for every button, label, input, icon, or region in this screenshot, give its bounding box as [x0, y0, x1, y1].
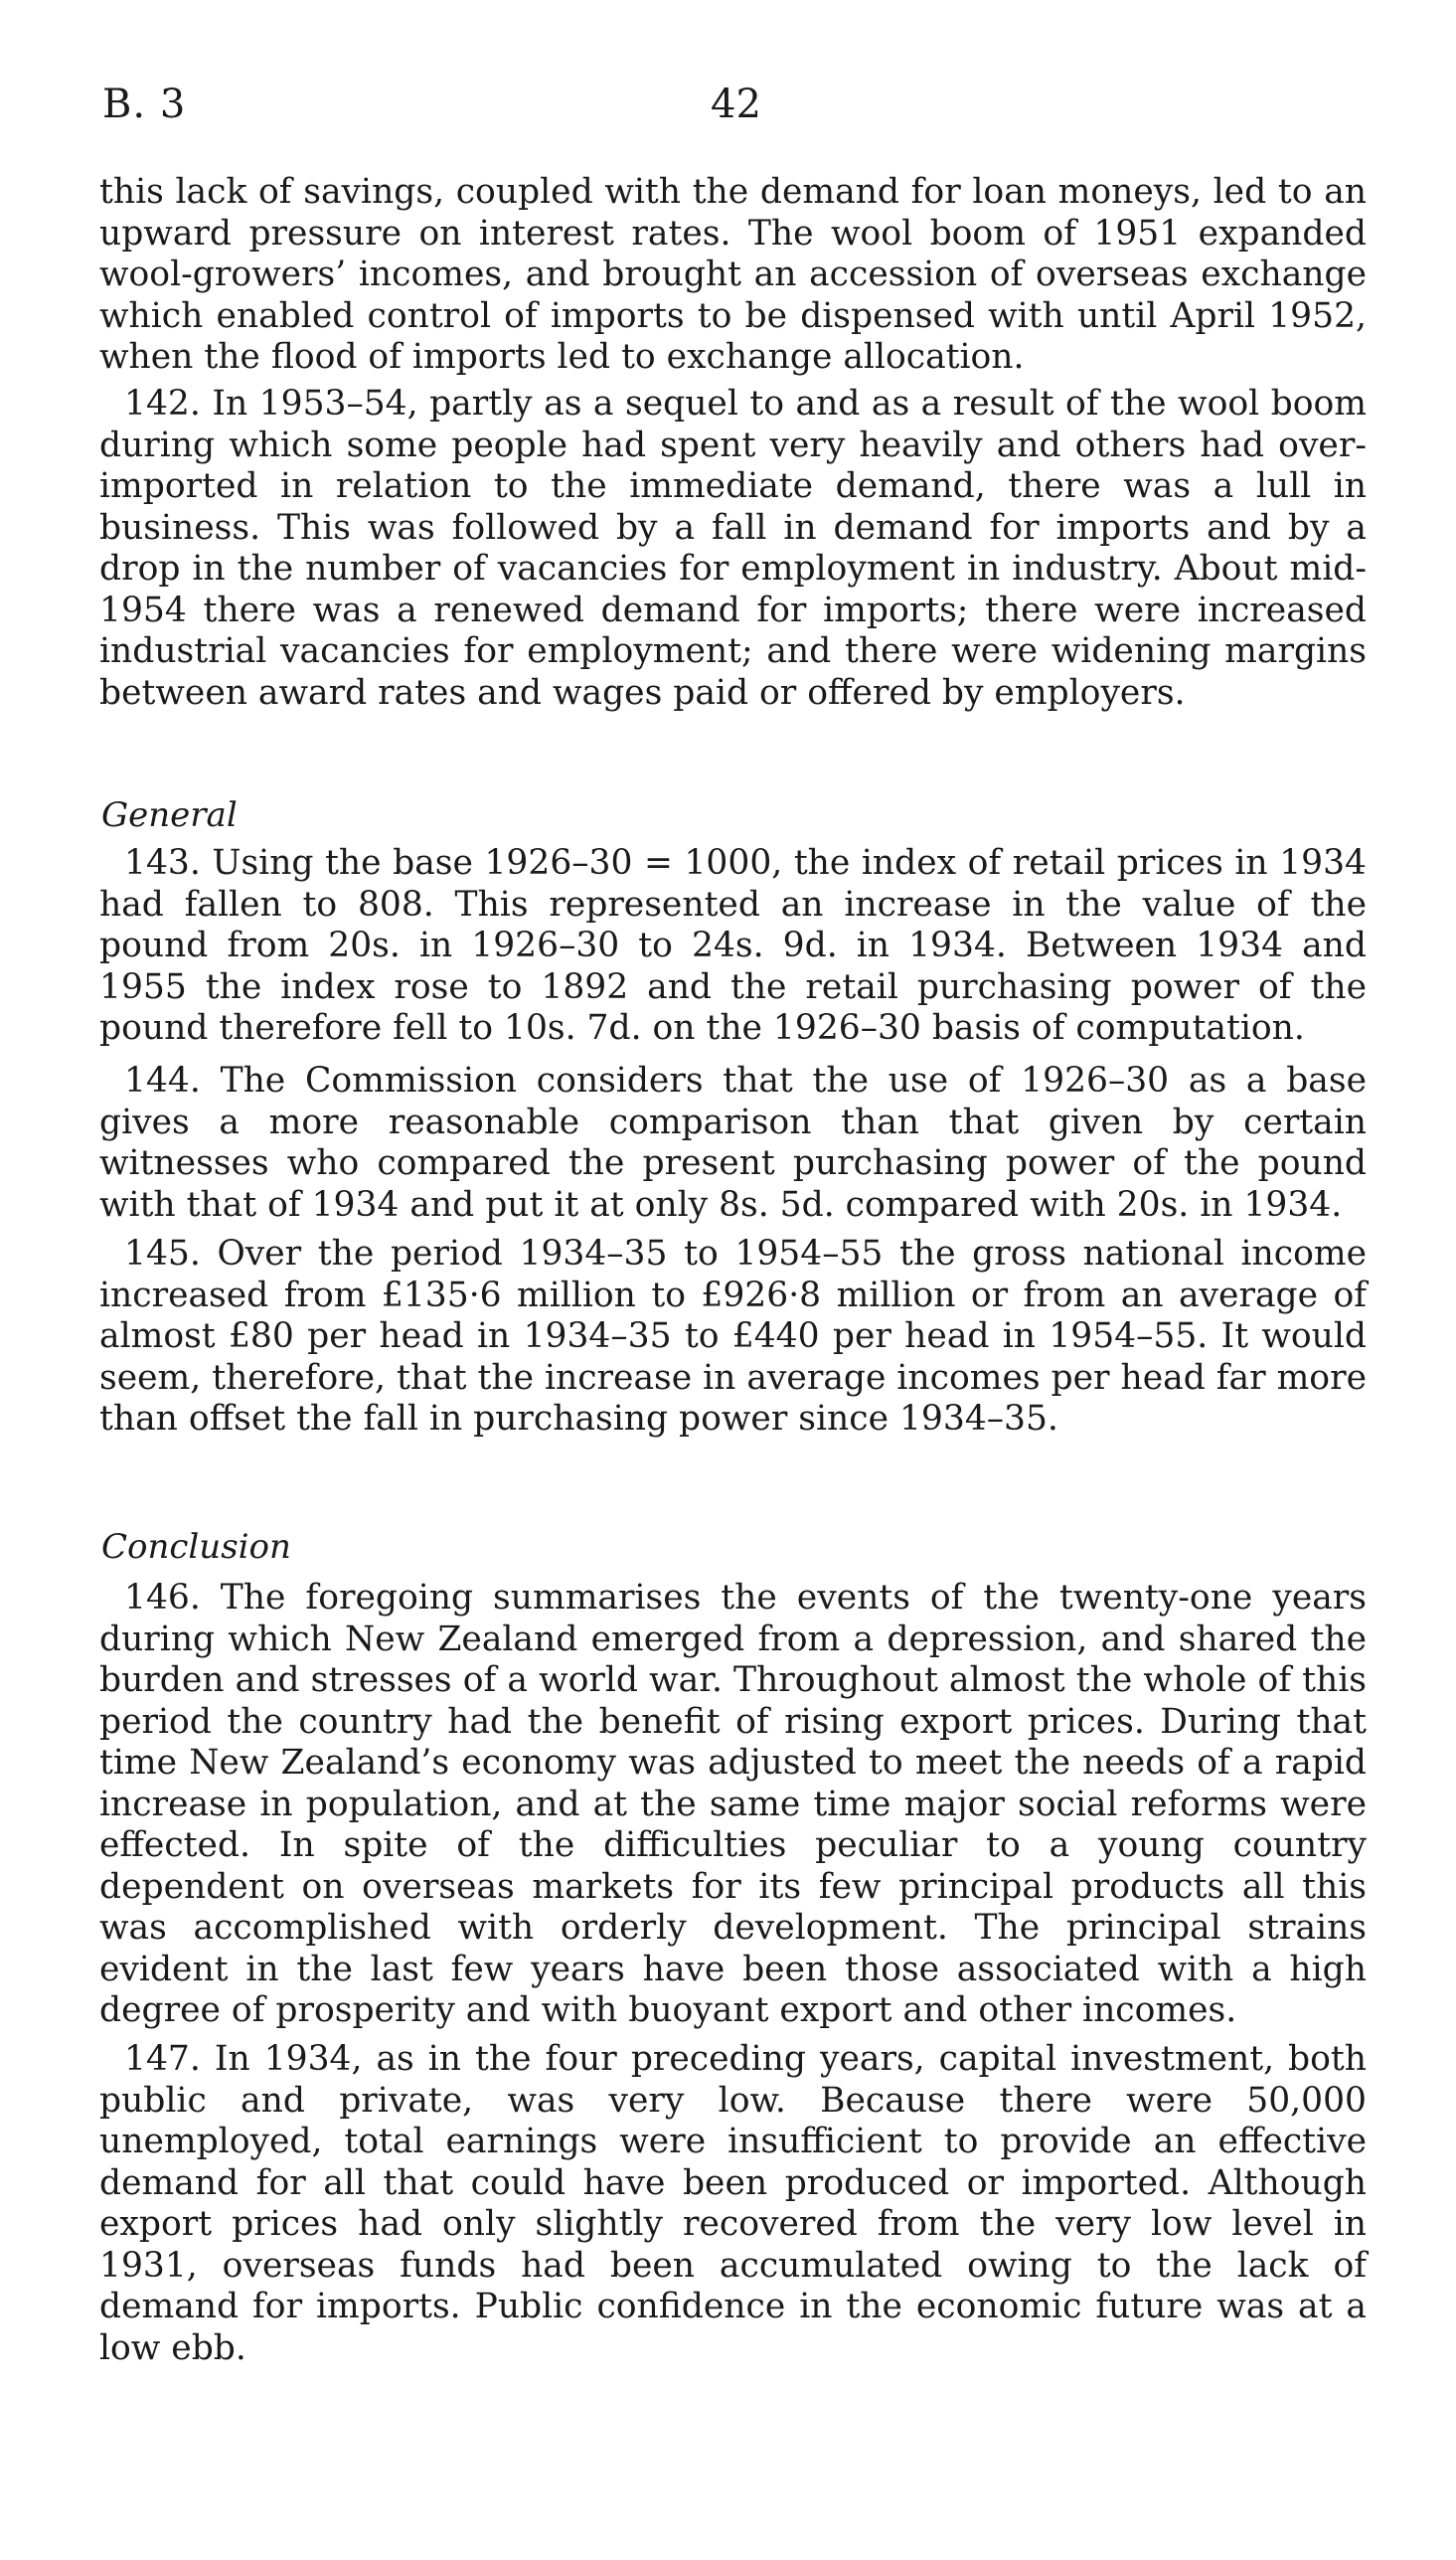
section-heading-general: General — [101, 795, 238, 835]
paragraph-143: 143. Using the base 1926–30 = 1000, the index of retail prices in 1934 had fallen to 808. This represented an increase in the value of the pound from 20s. in 1926–30 to 24s. 9d. in 1934. Between 1934 and 1955 the index rose to 1892 and the retail purchasing power of the pound therefore fell to 10s. 7d. on the 1926–30 basis of computation. — [99, 843, 1367, 1048]
section-heading-conclusion: Conclusion — [101, 1527, 291, 1567]
paragraph-147: 147. In 1934, as in the four preceding years, capital investment, both public and private, was very low. Because there were 50,000 unemployed, total earnings were insufficient to provide an effective demand for all that could have been produced or imported. Although export prices had only slightly recovered from the very low level in 1931, overseas funds had been accumulated owing to the lack of demand for imports. Public confidence in the economic future was at a low ebb. — [99, 2039, 1367, 2368]
page-header — [102, 82, 1370, 141]
paragraph-145: 145. Over the period 1934–35 to 1954–55 the gross national income increased from £135·6 million to £926·8 million or from an average of almost £80 per head in 1934–35 to £440 per head in 1954–55. It would seem, therefore, that the increase in average incomes per head far more than offset the fall in purchasing power since 1934–35. — [99, 1234, 1367, 1439]
page-number: 42 — [711, 82, 761, 127]
paragraph-144: 144. The Commission considers that the use of 1926–30 as a base gives a more reasonable comparison than that given by certain witnesses who compared the present purchasing power of the pound with that of 1934 and put it at only 8s. 5d. compared with 20s. in 1934. — [99, 1061, 1367, 1225]
paragraph-continued: this lack of savings, coupled with the demand for loan moneys, led to an upward pressure on interest rates. The wool boom of 1951 expanded wool-growers’ incomes, and brought an accession of overseas exchange which enabled control of imports to be dispensed with until April 1952, when the flood of imports led to exchange allocation. — [99, 172, 1367, 377]
document-reference: B. 3 — [102, 82, 187, 127]
paragraph-146: 146. The foregoing summarises the events of the twenty-one years during which New Zealand emerged from a depression, and shared the burden and stresses of a world war. Throughout almost the whole of this period the country had the benefit of rising export prices. During that time New Zealand’s economy was adjusted to meet the needs of a rapid increase in population, and at the same time major social reforms were effected. In spite of the difficulties peculiar to a young country dependent on overseas markets for its few principal products all this was accomplished with orderly development. The principal strains evident in the last few years have been those associated with a high degree of prosperity and with buoyant export and other incomes. — [99, 1578, 1367, 2030]
paragraph-142: 142. In 1953–54, partly as a sequel to and as a result of the wool boom during which some people had spent very heavily and others had over-imported in relation to the immediate demand, there was a lull in business. This was followed by a fall in demand for imports and by a drop in the number of vacancies for employment in industry. About mid-1954 there was a renewed demand for imports; there were increased industrial vacancies for employment; and there were widening margins between award rates and wages paid or offered by employers. — [99, 384, 1367, 713]
